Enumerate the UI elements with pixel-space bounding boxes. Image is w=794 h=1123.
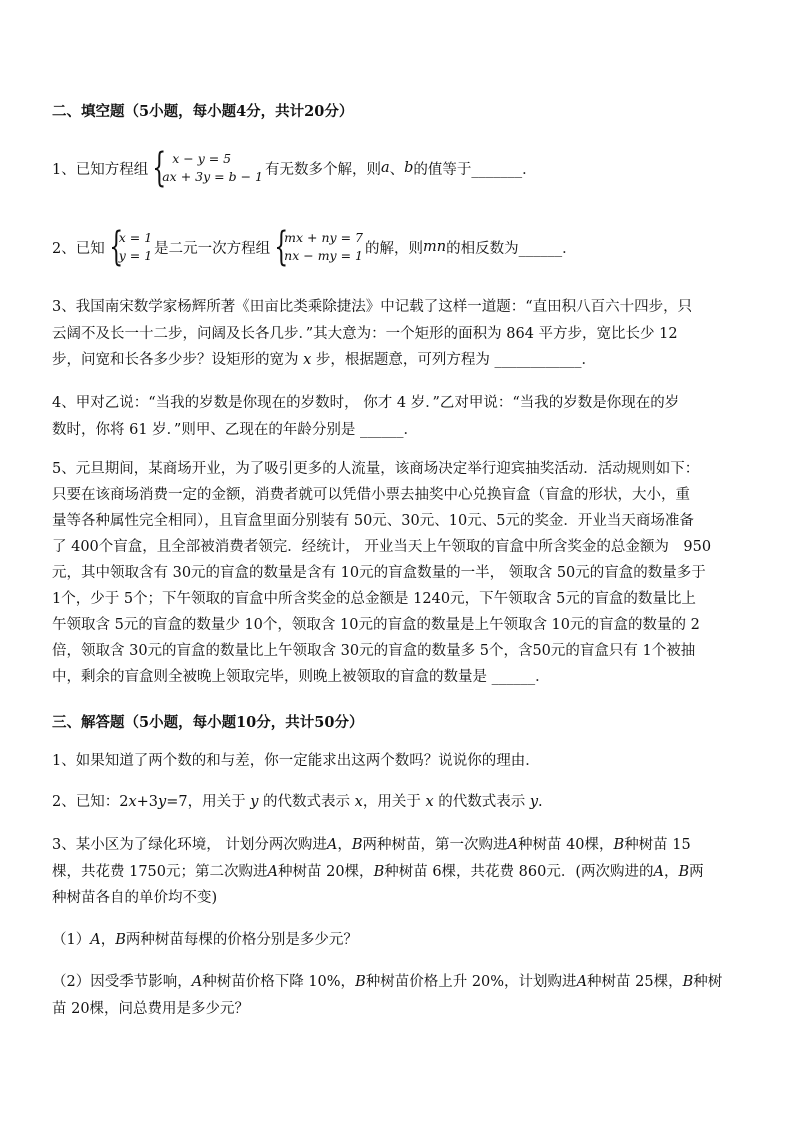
equation-system: [150, 145, 263, 191]
section-2-heading: 二、填空题（5小题，每小题4分，共计20分）: [52, 103, 354, 120]
question-2-5: 5、元旦期间，某商场开业，为了吸引更多的人流量，该商场决定举行迎宾抽奖活动．活动规则如下： 只要在该商场消费一定的金额，消费者就可以凭借小票去抽奖中心兑换盲盒（盲盒的形状，大小，重 量等各种属性完全相同），且盲盒里面分别装有 50元、30元、10元、5元的奖金．开业当天商场准备 了 400个盲盒，且全部被消费者领完．经统计， 开业当天上午领取的盲盒中所含奖金的总金额为 950 元，其中领取含有 30元的盲盒的数量是含有 10元的盲盒数量的一半， 领取含 50元的盲盒的数量多于 1个，少于 5个；下午领取的盲盒中所含奖金的总金额是 1240元，下午领取含 5元的盲盒的数量比上 午领取含 5元的盲盒的数量少 10个，领取含 10元的盲盒的数量是上午领取含 10元的盲盒的数量的 2 倍，领取含 30元的盲盒的数量比上午领取含 30元的盲盒的数量多 5个，含50元的盲盒只有 1个被抽 中，剩余的盲盒则全被晚上领取完毕，则晚上被领取的盲盒的数量是 ______．: [52, 461, 712, 685]
equation-1: x − y = 5: [172, 151, 232, 166]
question-3-3: 3、某小区为了绿化环境， 计划分两次购进A，B两种树苗，第一次购进A种树苗 40棵，B种树苗 15 棵，共花费 1750元；第二次购进A种树苗 20棵，B种树苗 6棵，共花费 860元．(两次购进的A，B两 种树苗各自的单价均不变): [52, 837, 704, 906]
question-3-3-part-2: （2）因受季节影响，A种树苗价格下降 10%，B种树苗价格上升 20%，计划购进A种树苗 25棵，B种树 苗 20棵，问总费用是多少元？: [52, 974, 723, 1017]
question-2-1: 1、已知方程组 { x − y = 5 ax + 3y = b − 1 有无数多个解，则 a 、 b 的值等于_______．: [52, 145, 537, 191]
equation-2: ax + 3y = b − 1: [162, 169, 263, 184]
equation-system: { mx + ny = 7 nx − my = 1: [274, 224, 363, 270]
question-3-2: 2、已知：2x+3y=7，用关于 y 的代数式表示 x，用关于 x 的代数式表示 y.: [52, 794, 543, 810]
question-2-3: 3、我国南宋数学家杨辉所著《田亩比类乘除捷法》中记载了这样一道题：“直田积八百六十四步，只 云阔不及长一十二步，问阔及长各几步．”其大意为：一个矩形的面积为 864 平方步，宽比长少 12 步，问宽和长各多少步？设矩形的宽为 x 步，根据题意，可列方程为 ____________．: [52, 299, 693, 368]
question-3-3-part-1: （1）A，B两种树苗每棵的价格分别是多少元？: [52, 932, 358, 948]
q1-prefix: 1、已知方程组: [52, 161, 149, 178]
question-2-4: 4、甲对乙说：“当我的岁数是你现在的岁数时， 你才 4 岁．”乙对甲说：“当我的岁数是你现在的岁 数时，你将 61 岁．”则甲、乙现在的年龄分别是 ______．: [52, 395, 680, 438]
section-3-heading: 三、解答题（5小题，每小题10分，共计50分）: [52, 714, 364, 731]
solution-system: { x = 1 y = 1: [108, 224, 153, 270]
question-2-2: 2、已知 { x = 1 y = 1 是二元一次方程组 { mx + ny = 7 nx − my = 1 的解，则 mn 的相反数为______．: [52, 224, 577, 270]
question-3-1: 1、如果知道了两个数的和与差，你一定能求出这两个数吗？说说你的理由．: [52, 753, 540, 769]
brace-symbol: {: [152, 145, 167, 191]
